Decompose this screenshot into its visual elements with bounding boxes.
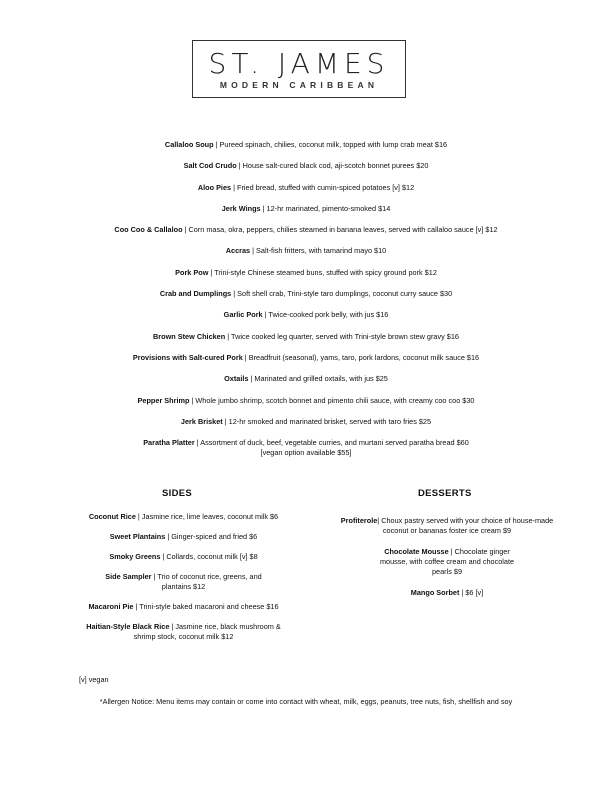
menu-item-name: Jerk Wings xyxy=(221,203,261,213)
menu-item-name: Coo Coo & Callaloo xyxy=(114,225,183,235)
vegan-option-note: [vegan option available $55] xyxy=(260,448,352,458)
dessert-separator: | xyxy=(377,516,382,525)
dessert-item-name: Chocolate Mousse xyxy=(384,547,449,556)
menu-item: Callaloo Soup | Pureed spinach, chilies, coconut milk, topped with lump crab meat $16 xyxy=(164,140,448,149)
menu-item-name: Provisions with Salt-cured Pork xyxy=(132,352,243,362)
side-item-name: Haitian-Style Black Rice xyxy=(86,622,170,631)
menu-item-desc: Salt-fish fritters, with tamarind mayo $10 xyxy=(256,246,387,256)
side-item: Side Sampler | Trio of coconut rice, greens, and plantains $12 xyxy=(105,572,262,591)
side-item: Sweet Plantains | Ginger-spiced and fried $6 xyxy=(109,532,258,541)
side-item-desc: Jasmine rice, lime leaves, coconut milk $6 xyxy=(141,512,279,521)
menu-item: Aloo Pies | Fried bread, stuffed with cumin-spiced potatoes [v] $12 xyxy=(197,182,415,192)
side-item-desc: Ginger-spiced and fried $6 xyxy=(171,532,258,541)
dessert-separator: | xyxy=(459,588,466,597)
menu-item-desc: Whole jumbo shrimp, scotch bonnet and pimento chili sauce, with creamy coo coo $30 xyxy=(195,395,475,405)
menu-item: Pork Pow | Trini-style Chinese steamed buns, stuffed with spicy ground pork $12 xyxy=(175,267,437,277)
menu-item-desc: House salt-cured black cod, aji-scotch bonnet purees $20 xyxy=(242,161,429,171)
side-item-name: Side Sampler xyxy=(105,572,152,581)
side-item: Macaroni Pie | Trini-style baked macaroni and cheese $16 xyxy=(88,602,279,611)
dessert-item-desc: Choux pastry served with your choice of house-made coconut or bananas foster ice cream $9 xyxy=(381,516,554,535)
side-item: Coconut Rice | Jasmine rice, lime leaves, coconut milk $6 xyxy=(88,512,279,521)
menu-item: Pepper Shrimp | Whole jumbo shrimp, scotch bonnet and pimento chili sauce, with creamy coo coo $30 xyxy=(137,395,475,405)
menu-item: Coo Coo & Callaloo | Corn masa, okra, peppers, chilies steamed in banana leaves, served with callaloo sauce [v] $12 xyxy=(114,225,498,235)
menu-item-desc: Corn masa, okra, peppers, chilies steamed in banana leaves, served with callaloo sauce [v] $12 xyxy=(188,225,498,235)
menu-item: Oxtails | Marinated and grilled oxtails, with jus $25 xyxy=(224,374,388,384)
menu-item-name: Crab and Dumplings xyxy=(159,289,232,299)
side-item: Haitian-Style Black Rice | Jasmine rice, black mushroom & shrimp stock, coconut milk $12 xyxy=(86,622,281,641)
menu-item-name: Aloo Pies xyxy=(197,182,232,192)
menu-item-name: Brown Stew Chicken xyxy=(153,331,226,341)
sides-list xyxy=(76,512,291,652)
dessert-item-desc: $6 [v] xyxy=(465,588,484,597)
side-item-name: Smoky Greens xyxy=(109,552,161,561)
menu-item-name: Oxtails xyxy=(224,374,249,384)
logo-subtitle: MODERN CARIBBEAN xyxy=(219,80,379,90)
menu-item-name: Pork Pow xyxy=(175,267,209,277)
dessert-item-name: Profiterole xyxy=(340,516,378,525)
side-item-desc: Trini-style baked macaroni and cheese $16 xyxy=(139,602,279,611)
menu-item-name: Garlic Pork xyxy=(223,310,263,320)
dessert-item-desc: Chocolate ginger mousse, with coffee cream and chocolate pearls $9 xyxy=(379,547,515,576)
dessert-item xyxy=(326,547,568,577)
menu-item: Garlic Pork | Twice-cooked pork belly, with jus $16 xyxy=(223,310,389,320)
desserts-list xyxy=(326,516,568,609)
menu-item: Jerk Brisket | 12-hr smoked and marinated brisket, served with taro fries $25 xyxy=(180,416,432,426)
menu-item-desc: Marinated and grilled oxtails, with jus $25 xyxy=(254,374,388,384)
menu-item-desc: Pureed spinach, chilies, coconut milk, topped with lump crab meat $16 xyxy=(219,140,448,149)
vegan-legend: [v] vegan xyxy=(79,675,109,684)
menu-item-desc: Assortment of duck, beef, vegetable curries, and murtani served paratha bread $60 xyxy=(200,438,469,448)
side-item: Smoky Greens | Collards, coconut milk [v] $8 xyxy=(109,552,258,561)
logo-title: ST. JAMES xyxy=(208,47,390,80)
menu-item: Salt Cod Crudo | House salt-cured black cod, aji-scotch bonnet purees $20 xyxy=(183,161,429,171)
dessert-separator: | xyxy=(448,547,455,556)
dessert-item xyxy=(326,588,568,598)
side-item-name: Macaroni Pie xyxy=(88,602,134,611)
side-item-name: Sweet Plantains xyxy=(109,532,166,541)
sides-heading: SIDES xyxy=(162,488,193,499)
side-item-desc: Collards, coconut milk [v] $8 xyxy=(166,552,258,561)
menu-item-desc: Twice-cooked pork belly, with jus $16 xyxy=(268,310,389,320)
menu-item: Accras | Salt-fish fritters, with tamarind mayo $10 xyxy=(225,246,387,256)
menu-item-desc: 12-hr marinated, pimento-smoked $14 xyxy=(266,203,391,213)
menu-item-desc: Breadfruit (seasonal), yams, taro, pork lardons, coconut milk sauce $16 xyxy=(248,352,480,362)
menu-item-name: Accras xyxy=(225,246,251,256)
main-menu-list xyxy=(60,140,552,459)
menu-item-desc: Twice cooked leg quarter, served with Trini-style brown stew gravy $16 xyxy=(231,331,459,341)
menu-item-name: Pepper Shrimp xyxy=(137,395,190,405)
menu-item-desc: 12-hr smoked and marinated brisket, served with taro fries $25 xyxy=(228,416,432,426)
restaurant-logo xyxy=(192,40,406,98)
menu-item-name: Paratha Platter xyxy=(143,438,195,448)
menu-item-name: Jerk Brisket xyxy=(180,416,223,426)
dessert-item-name: Mango Sorbet xyxy=(410,588,460,597)
menu-item-name: Salt Cod Crudo xyxy=(183,161,237,171)
menu-item: Brown Stew Chicken | Twice cooked leg quarter, served with Trini-style brown stew gravy $16 xyxy=(153,331,459,341)
side-item-desc: Jasmine rice, black mushroom & shrimp stock, coconut milk $12 xyxy=(133,622,281,641)
side-item-desc: Trio of coconut rice, greens, and plantains $12 xyxy=(157,572,262,591)
menu-item: Provisions with Salt-cured Pork | Breadfruit (seasonal), yams, taro, pork lardons, coconut milk sauce $16 xyxy=(132,352,480,362)
menu-item: Paratha Platter | Assortment of duck, beef, vegetable curries, and murtani served paratha bread $60 [vegan option available $55] xyxy=(60,438,552,459)
desserts-heading: DESSERTS xyxy=(418,488,472,499)
dessert-item xyxy=(326,516,568,536)
menu-item-desc: Soft shell crab, Trini-style taro dumplings, coconut curry sauce $30 xyxy=(237,289,453,299)
allergen-notice: *Allergen Notice: Menu items may contain or come into contact with wheat, milk, eggs, peanuts, tree nuts, fish, shellfish and soy xyxy=(99,697,513,706)
menu-item-name: Callaloo Soup xyxy=(164,140,214,149)
side-item-name: Coconut Rice xyxy=(88,512,136,521)
menu-item-desc: Trini-style Chinese steamed buns, stuffed with spicy ground pork $12 xyxy=(214,267,437,277)
menu-item-desc: Fried bread, stuffed with cumin-spiced potatoes [v] $12 xyxy=(237,182,415,192)
menu-item: Crab and Dumplings | Soft shell crab, Trini-style taro dumplings, coconut curry sauce $30 xyxy=(159,289,453,299)
menu-item: Jerk Wings | 12-hr marinated, pimento-smoked $14 xyxy=(221,203,391,213)
